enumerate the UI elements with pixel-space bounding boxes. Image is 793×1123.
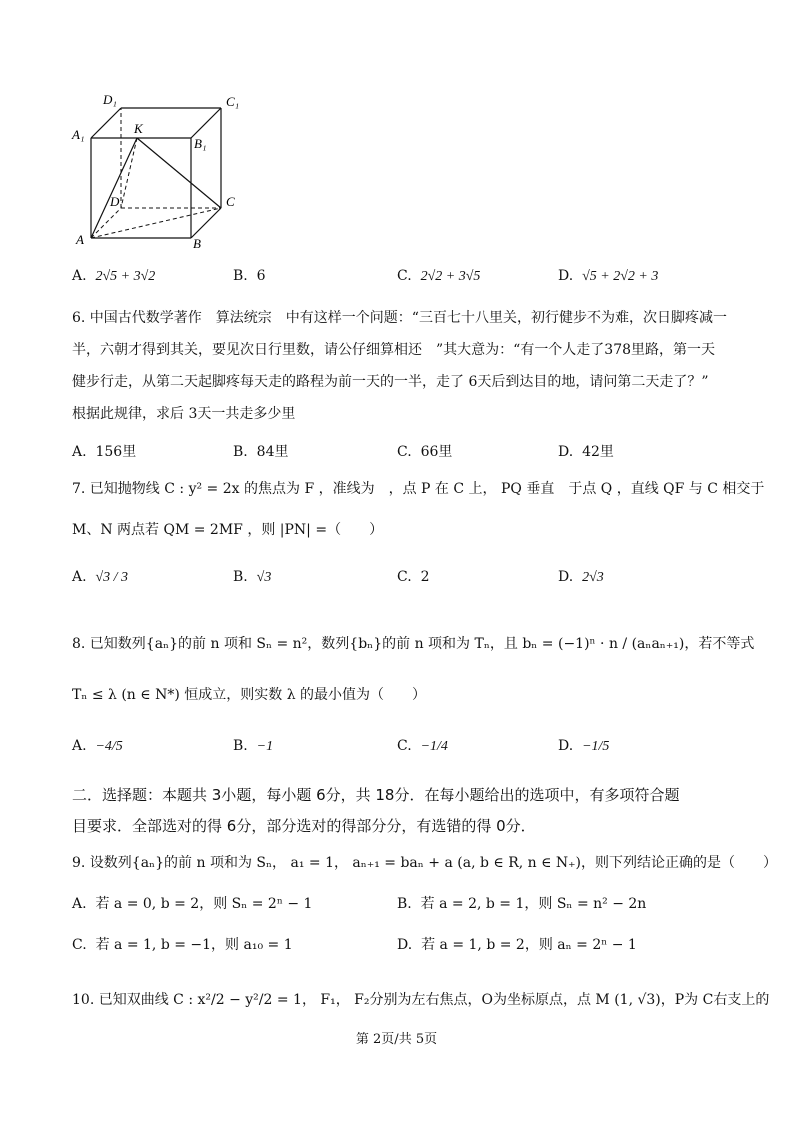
hidden-segment-kd bbox=[121, 138, 137, 208]
q6-line-2: 半，六朝才得到其关，要见次日行里数，请公仔细算相还 ”其大意为：“有一个人走了378里路，第一天 bbox=[72, 342, 716, 358]
q6-option-a: A. 156里 bbox=[72, 444, 137, 460]
q5-option-a: A. 2√5 + 3√2 bbox=[72, 268, 156, 284]
edge-c1b1 bbox=[191, 108, 221, 138]
section2-line-1: 二．选择题：本题共 3小题，每小题 6分，共 18分．在每小题给出的选项中，有多项符合题 bbox=[72, 786, 680, 804]
q7-option-a: A. √3 / 3 bbox=[72, 569, 129, 585]
q9-line: 9. 设数列{aₙ}的前 n 项和为 Sₙ， a₁ = 1， aₙ₊₁ = baₙ + a (a, b ∈ R, n ∈ N₊)，则下列结论正确的是（ ） bbox=[72, 855, 778, 871]
q6-option-b: B. 84里 bbox=[233, 444, 289, 460]
edge-a1d1 bbox=[91, 108, 121, 138]
q6-line-1: 6. 中国古代数学著作 算法统宗 中有这样一个问题：“三百七十八里关，初行健步不为难，次日脚疼减一 bbox=[72, 310, 727, 326]
q7-option-b: B. √3 bbox=[233, 569, 272, 585]
q9-option-a: A. 若 a = 0, b = 2，则 Sₙ = 2ⁿ − 1 bbox=[72, 896, 313, 912]
q8-option-d: D. −1/5 bbox=[558, 738, 610, 754]
hidden-segment-ac bbox=[91, 208, 221, 238]
q9-option-c: C. 若 a = 1, b = −1，则 a₁₀ = 1 bbox=[72, 937, 293, 953]
label-k: K bbox=[134, 121, 143, 136]
q7-line-1: 7. 已知抛物线 C : y² = 2x 的焦点为 F ，准线为 ，点 P 在 C 上， PQ 垂直 于点 Q ，直线 QF 与 C 相交于 bbox=[72, 481, 765, 497]
q6-option-d: D. 42里 bbox=[558, 444, 614, 460]
hidden-edge-ad bbox=[91, 208, 121, 238]
label-d: D bbox=[110, 194, 120, 209]
q5-option-c: C. 2√2 + 3√5 bbox=[397, 268, 481, 284]
q7-line-2: M、N 两点若 QM = 2MF ，则 |PN| =（ ） bbox=[72, 522, 384, 538]
q9-option-b: B. 若 a = 2, b = 1，则 Sₙ = n² − 2n bbox=[397, 896, 647, 912]
label-b: B bbox=[193, 236, 201, 251]
edge-cb bbox=[191, 208, 221, 238]
label-b1: B₁ bbox=[194, 136, 207, 151]
q7-option-d: D. 2√3 bbox=[558, 569, 604, 585]
segment-ak bbox=[91, 138, 137, 238]
q8-option-a: A. −4/5 bbox=[72, 738, 123, 754]
q8-line-1: 8. 已知数列{aₙ}的前 n 项和 Sₙ = n²，数列{bₙ}的前 n 项和为 Tₙ，且 bₙ = (−1)ⁿ · n / (aₙaₙ₊₁)，若不等式 bbox=[72, 636, 755, 652]
q9-option-d: D. 若 a = 1, b = 2，则 aₙ = 2ⁿ − 1 bbox=[397, 937, 637, 953]
label-a: A bbox=[76, 232, 84, 247]
q5-option-d: D. √5 + 2√2 + 3 bbox=[558, 268, 659, 284]
section2-line-2: 目要求．全部选对的得 6分，部分选对的得部分分，有选错的得 0分． bbox=[72, 817, 536, 835]
q5-option-b: B. 6 bbox=[233, 268, 266, 284]
label-c: C bbox=[226, 194, 235, 209]
q8-line-2: Tₙ ≤ λ (n ∈ N*) 恒成立，则实数 λ 的最小值为（ ） bbox=[72, 687, 427, 703]
label-c1: C₁ bbox=[226, 94, 240, 109]
segment-kc bbox=[137, 138, 221, 208]
q7-option-c: C. 2 bbox=[397, 569, 430, 585]
q6-line-4: 根据此规律，求后 3天一共走多少里 bbox=[72, 406, 296, 422]
q6-line-3: 健步行走，从第二天起脚疼每天走的路程为前一天的一半，走了 6天后到达目的地，请问第二天走了？” bbox=[72, 374, 709, 390]
cube-figure bbox=[70, 92, 250, 252]
q8-option-c: C. −1/4 bbox=[397, 738, 448, 754]
page-number: 第 2页/共 5页 bbox=[355, 1032, 438, 1047]
label-a1: A₁ bbox=[72, 127, 85, 142]
label-d1: D₁ bbox=[103, 92, 117, 107]
q6-option-c: C. 66里 bbox=[397, 444, 453, 460]
q10-line: 10. 已知双曲线 C : x²/2 − y²/2 = 1， F₁， F₂分别为左右焦点，O为坐标原点，点 M (1, √3)，P为 C右支上的 bbox=[72, 992, 770, 1008]
q8-option-b: B. −1 bbox=[233, 738, 274, 754]
